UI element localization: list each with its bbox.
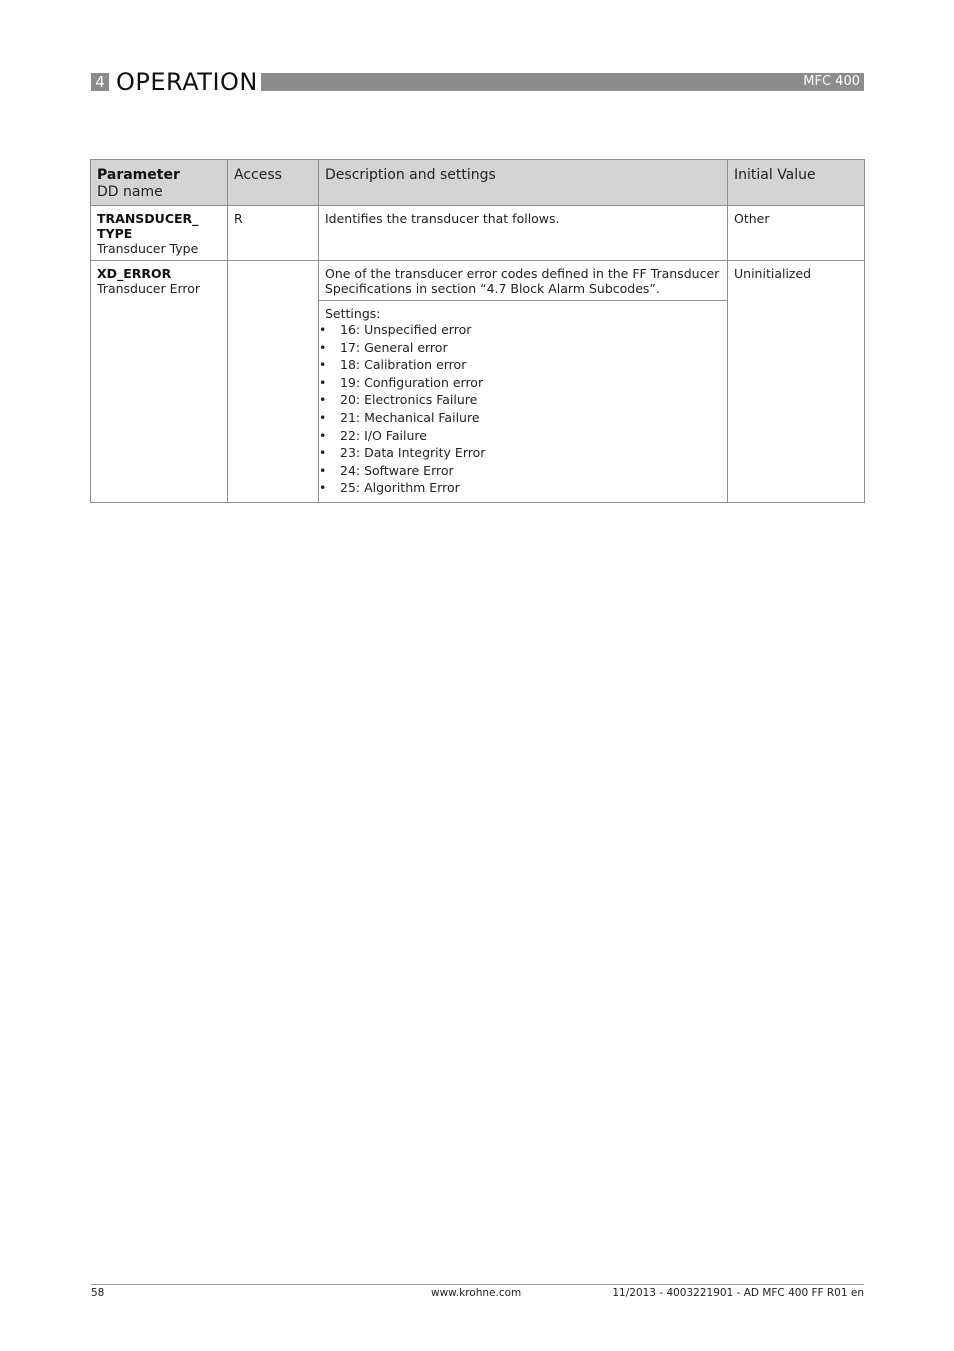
column-header-parameter-label: Parameter	[97, 167, 180, 183]
list-item: • 22: I/O Failure	[319, 427, 427, 443]
initial-value-cell: Uninitialized	[728, 261, 865, 503]
description-cell: Identifies the transducer that follows.	[319, 206, 728, 261]
bullet-icon: •	[319, 445, 327, 461]
list-item: • 23: Data Integrity Error	[319, 445, 486, 461]
bullet-icon: •	[319, 409, 327, 425]
parameter-name	[97, 211, 221, 241]
bullet-icon: •	[319, 339, 327, 355]
column-header-description: Description and settings	[319, 160, 728, 206]
access-cell: R	[228, 206, 319, 261]
list-item: • 16: Unspecified error	[319, 322, 472, 337]
bullet-icon: •	[319, 392, 327, 408]
table-row	[91, 261, 865, 503]
parameter-name-line1: TRANSDUCER_	[97, 211, 199, 226]
footer-website-link[interactable]: www.krohne.com	[431, 1287, 522, 1299]
settings-list	[319, 321, 721, 497]
list-item: • 18: Calibration error	[319, 357, 467, 373]
page-header	[91, 68, 864, 96]
column-header-ddname-label: DD name	[97, 184, 163, 200]
list-item: • 21: Mechanical Failure	[319, 409, 480, 425]
parameter-dd-name: Transducer Error	[97, 281, 201, 296]
bullet-icon: •	[319, 427, 327, 443]
initial-value-cell: Other	[728, 206, 865, 261]
table-header-row	[91, 160, 865, 206]
parameter-name-line2: TYPE	[97, 226, 133, 241]
page-number: 58	[91, 1287, 105, 1299]
list-item: • 24: Software Error	[319, 462, 454, 478]
bullet-icon: •	[319, 374, 327, 390]
column-header-initial-value: Initial Value	[728, 160, 865, 206]
chapter-number: 4	[91, 73, 109, 91]
list-item: • 20: Electronics Failure	[319, 392, 478, 408]
bullet-icon: •	[319, 480, 327, 496]
parameter-cell	[91, 206, 228, 261]
document-reference: 11/2013 - 4003221901 - AD MFC 400 FF R01 en	[612, 1287, 864, 1299]
list-item: • 17: General error	[319, 339, 448, 355]
product-name: MFC 400	[803, 74, 860, 89]
description-cell	[319, 261, 728, 503]
parameter-table	[90, 159, 865, 503]
description-text: One of the transducer error codes defined in the FF Transducer Specifications in section “4.7 Block Alarm Subcodes”.	[319, 261, 727, 301]
header-bar	[261, 73, 864, 91]
parameter-dd-name: Transducer Type	[97, 241, 199, 256]
parameter-name: XD_ERROR	[97, 266, 172, 281]
list-item: • 19: Configuration error	[319, 374, 484, 390]
column-header-access: Access	[228, 160, 319, 206]
list-item: • 25: Algorithm Error	[319, 480, 460, 496]
settings-label: Settings:	[325, 306, 381, 321]
settings-block	[319, 301, 727, 502]
access-cell	[228, 261, 319, 503]
bullet-icon: •	[319, 462, 327, 478]
footer-divider	[91, 1284, 864, 1285]
bullet-icon: •	[319, 357, 327, 373]
table-row	[91, 206, 865, 261]
bullet-icon: •	[319, 322, 327, 337]
parameter-cell	[91, 261, 228, 503]
column-header-parameter	[91, 160, 228, 206]
chapter-title: OPERATION	[116, 68, 258, 96]
